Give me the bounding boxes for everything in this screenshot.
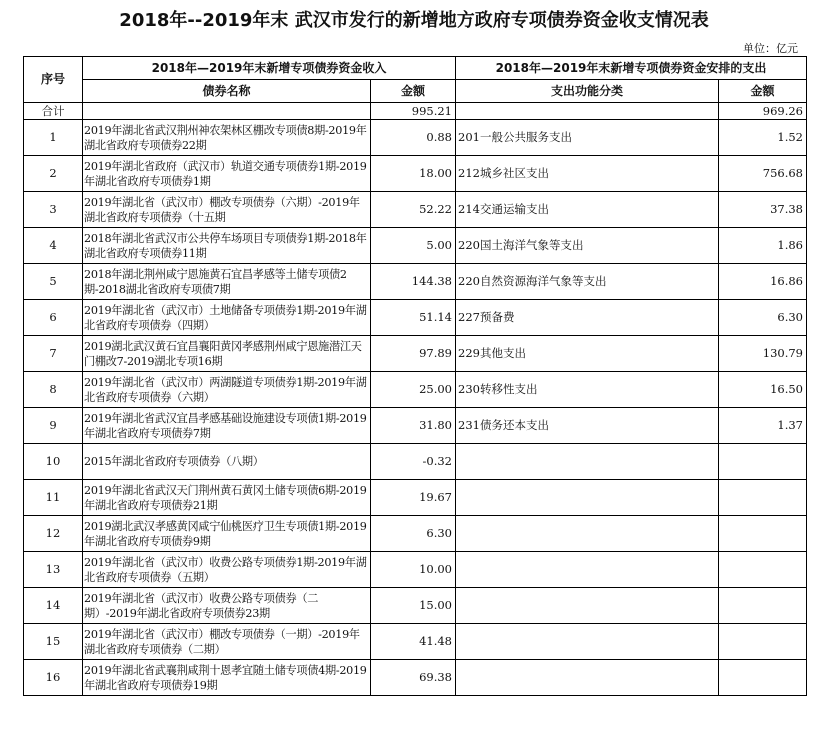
table-row xyxy=(24,444,807,480)
table-row xyxy=(24,408,807,444)
row-function-class: 220自然资源海洋气象等支出 xyxy=(456,264,719,300)
row-seq: 5 xyxy=(24,264,83,300)
row-bond-name: 2019年湖北省政府（武汉市）轨道交通专项债券1期-2019年湖北省政府专项债券1期 xyxy=(83,156,371,192)
row-function-class: 201一般公共服务支出 xyxy=(456,120,719,156)
table-row xyxy=(24,624,807,660)
function-class-header: 支出功能分类 xyxy=(456,80,719,103)
page-title: 2018年--2019年末 武汉市发行的新增地方政府专项债券资金收支情况表 xyxy=(119,10,709,31)
row-function-class: 212城乡社区支出 xyxy=(456,156,719,192)
row-function-class xyxy=(456,552,719,588)
row-seq: 4 xyxy=(24,228,83,264)
row-expense-amount: 37.38 xyxy=(719,192,807,228)
table-row xyxy=(24,264,807,300)
income-amount-header: 金额 xyxy=(371,80,456,103)
expense-amount-header: 金额 xyxy=(719,80,807,103)
row-function-class: 214交通运输支出 xyxy=(456,192,719,228)
total-cat-cell xyxy=(456,103,719,120)
row-seq: 10 xyxy=(24,444,83,480)
total-name-cell xyxy=(83,103,371,120)
row-function-class: 231债务还本支出 xyxy=(456,408,719,444)
row-function-class: 229其他支出 xyxy=(456,336,719,372)
row-expense-amount xyxy=(719,552,807,588)
row-expense-amount: 1.37 xyxy=(719,408,807,444)
expense-group-header: 2018年—2019年末新增专项债券资金安排的支出 xyxy=(456,57,807,80)
table-row xyxy=(24,372,807,408)
row-expense-amount xyxy=(719,516,807,552)
row-income-amount: 15.00 xyxy=(371,588,456,624)
row-bond-name: 2019年湖北省（武汉市）土地储备专项债券1期-2019年湖北省政府专项债券（四期） xyxy=(83,300,371,336)
table-row xyxy=(24,336,807,372)
row-function-class xyxy=(456,660,719,696)
row-expense-amount xyxy=(719,588,807,624)
table-row xyxy=(24,120,807,156)
row-income-amount: 18.00 xyxy=(371,156,456,192)
row-bond-name: 2019年湖北省（武汉市）棚改专项债券（一期）-2019年湖北省政府专项债券（二期） xyxy=(83,624,371,660)
row-bond-name: 2015年湖北省政府专项债券（八期） xyxy=(83,444,371,480)
row-function-class: 227预备费 xyxy=(456,300,719,336)
row-seq: 1 xyxy=(24,120,83,156)
row-bond-name: 2019年湖北省（武汉市）棚改专项债券（六期）-2019年湖北省政府专项债券（十五期 xyxy=(83,192,371,228)
row-bond-name: 2018年湖北省武汉市公共停车场项目专项债券1期-2018年湖北省政府专项债券11期 xyxy=(83,228,371,264)
table-row xyxy=(24,156,807,192)
table-row xyxy=(24,480,807,516)
row-expense-amount: 1.52 xyxy=(719,120,807,156)
row-income-amount: 10.00 xyxy=(371,552,456,588)
row-function-class xyxy=(456,444,719,480)
unit-label: 单位：亿元 xyxy=(743,42,798,55)
row-seq: 2 xyxy=(24,156,83,192)
table-row xyxy=(24,300,807,336)
row-bond-name: 2019年湖北省（武汉市）两湖隧道专项债券1期-2019年湖北省政府专项债券（六期） xyxy=(83,372,371,408)
row-expense-amount xyxy=(719,480,807,516)
row-expense-amount xyxy=(719,624,807,660)
row-bond-name: 2019年湖北省武汉宜昌孝感基础设施建设专项债1期-2019年湖北省政府专项债券7期 xyxy=(83,408,371,444)
row-income-amount: 52.22 xyxy=(371,192,456,228)
header-row-columns xyxy=(24,80,807,103)
row-income-amount: -0.32 xyxy=(371,444,456,480)
row-expense-amount: 16.50 xyxy=(719,372,807,408)
table-row xyxy=(24,192,807,228)
total-row xyxy=(24,103,807,120)
row-expense-amount: 130.79 xyxy=(719,336,807,372)
row-function-class: 220国土海洋气象等支出 xyxy=(456,228,719,264)
header-row-group xyxy=(24,57,807,80)
row-income-amount: 0.88 xyxy=(371,120,456,156)
table-row xyxy=(24,660,807,696)
row-function-class: 230转移性支出 xyxy=(456,372,719,408)
total-income: 995.21 xyxy=(371,103,456,120)
row-income-amount: 97.89 xyxy=(371,336,456,372)
bond-name-header: 债券名称 xyxy=(83,80,371,103)
row-expense-amount: 16.86 xyxy=(719,264,807,300)
table-row xyxy=(24,228,807,264)
row-income-amount: 144.38 xyxy=(371,264,456,300)
bond-table xyxy=(23,56,807,696)
row-seq: 16 xyxy=(24,660,83,696)
row-bond-name: 2019年湖北省武襄荆咸荆十恩孝宜随土储专项债4期-2019年湖北省政府专项债券19期 xyxy=(83,660,371,696)
table-row xyxy=(24,552,807,588)
row-income-amount: 19.67 xyxy=(371,480,456,516)
row-bond-name: 2019湖北武汉孝感黄冈咸宁仙桃医疗卫生专项债1期-2019年湖北省政府专项债券9期 xyxy=(83,516,371,552)
row-seq: 3 xyxy=(24,192,83,228)
table-row xyxy=(24,588,807,624)
income-group-header: 2018年—2019年末新增专项债券资金收入 xyxy=(83,57,456,80)
row-bond-name: 2019年湖北省（武汉市）收费公路专项债券1期-2019年湖北省政府专项债券（五期） xyxy=(83,552,371,588)
row-seq: 12 xyxy=(24,516,83,552)
row-expense-amount: 6.30 xyxy=(719,300,807,336)
total-label: 合计 xyxy=(24,103,83,120)
row-function-class xyxy=(456,480,719,516)
row-expense-amount: 756.68 xyxy=(719,156,807,192)
row-expense-amount xyxy=(719,660,807,696)
row-seq: 11 xyxy=(24,480,83,516)
row-seq: 13 xyxy=(24,552,83,588)
row-seq: 8 xyxy=(24,372,83,408)
row-seq: 7 xyxy=(24,336,83,372)
row-bond-name: 2018年湖北荆州咸宁恩施黄石宜昌孝感等土储专项债2期-2018湖北省政府专项债7期 xyxy=(83,264,371,300)
row-expense-amount xyxy=(719,444,807,480)
row-income-amount: 5.00 xyxy=(371,228,456,264)
row-function-class xyxy=(456,588,719,624)
row-seq: 9 xyxy=(24,408,83,444)
row-income-amount: 31.80 xyxy=(371,408,456,444)
row-function-class xyxy=(456,624,719,660)
row-bond-name: 2019年湖北省武汉荆州神农架林区棚改专项债8期-2019年湖北省政府专项债券22期 xyxy=(83,120,371,156)
seq-header: 序号 xyxy=(24,57,83,103)
row-seq: 6 xyxy=(24,300,83,336)
row-income-amount: 69.38 xyxy=(371,660,456,696)
row-function-class xyxy=(456,516,719,552)
row-seq: 15 xyxy=(24,624,83,660)
row-income-amount: 25.00 xyxy=(371,372,456,408)
row-bond-name: 2019年湖北省（武汉市）收费公路专项债券（二期）-2019年湖北省政府专项债券23期 xyxy=(83,588,371,624)
row-income-amount: 6.30 xyxy=(371,516,456,552)
row-bond-name: 2019湖北武汉黄石宜昌襄阳黄冈孝感荆州咸宁恩施潜江天门棚改7-2019湖北专项16期 xyxy=(83,336,371,372)
table-row xyxy=(24,516,807,552)
row-bond-name: 2019年湖北省武汉天门荆州黄石黄冈土储专项债6期-2019年湖北省政府专项债券21期 xyxy=(83,480,371,516)
row-income-amount: 41.48 xyxy=(371,624,456,660)
row-income-amount: 51.14 xyxy=(371,300,456,336)
row-seq: 14 xyxy=(24,588,83,624)
row-expense-amount: 1.86 xyxy=(719,228,807,264)
total-expense: 969.26 xyxy=(719,103,807,120)
